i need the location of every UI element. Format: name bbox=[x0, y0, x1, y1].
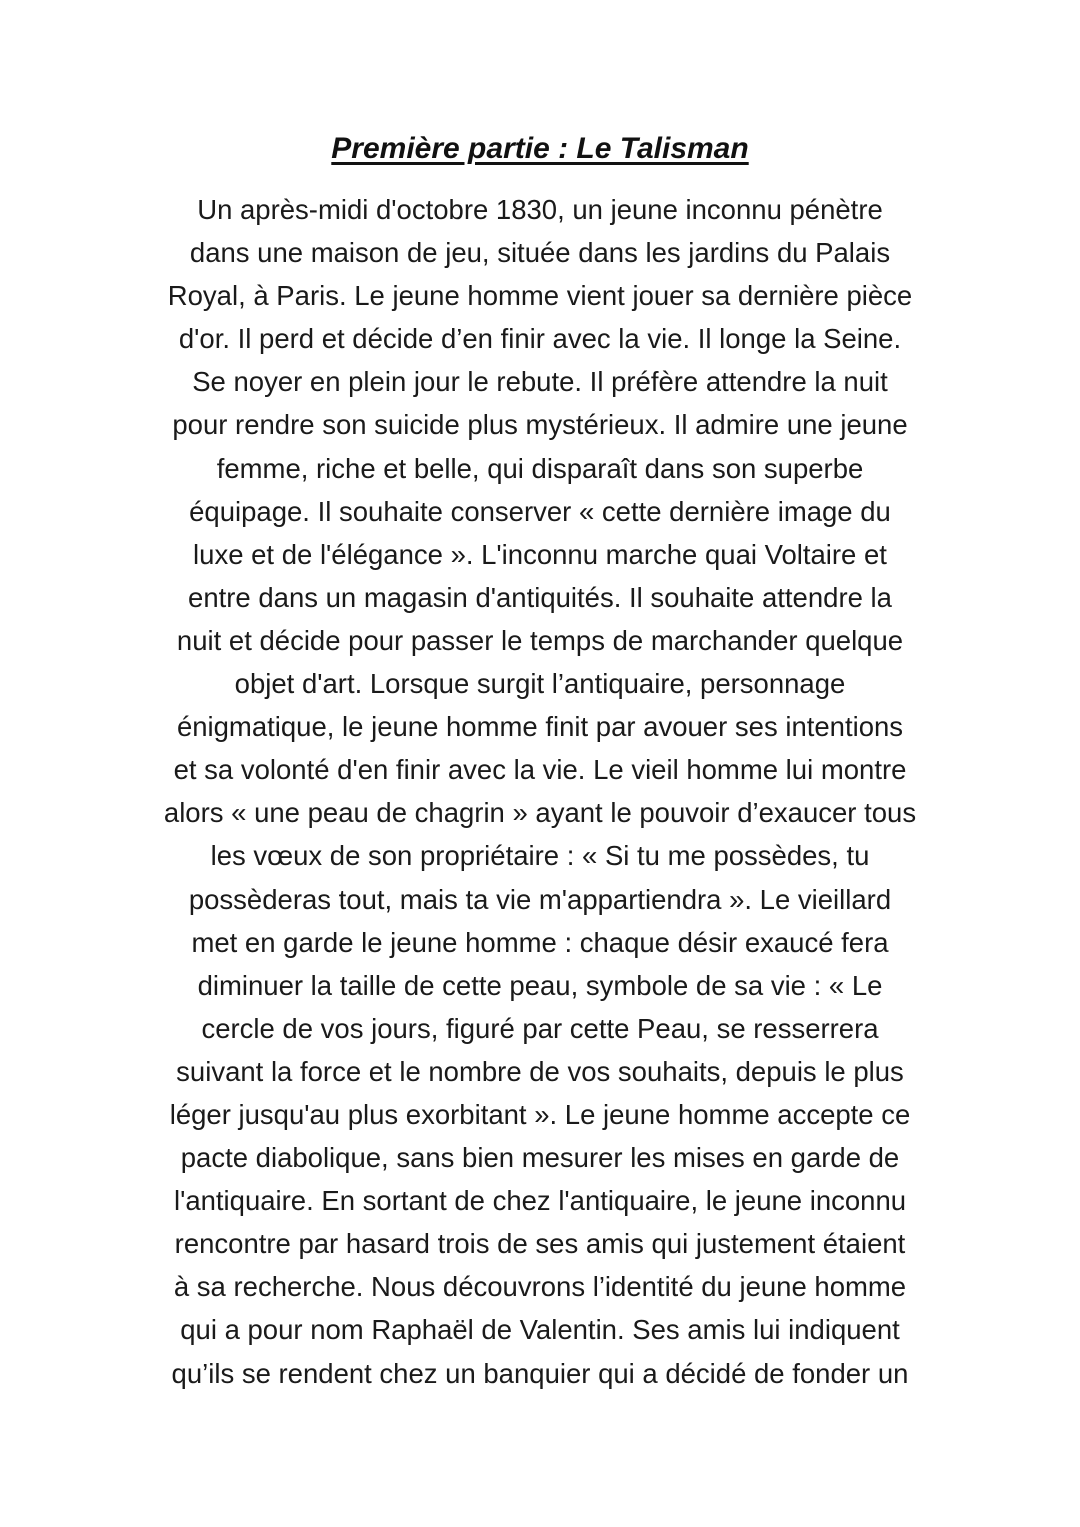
text-line: les vœux de son propriétaire : « Si tu me possèdes, tu bbox=[210, 840, 870, 872]
text-line: suivant la force et le nombre de vos souhaits, depuis le plus bbox=[176, 1055, 904, 1087]
text-line: dans une maison de jeu, située dans les jardins du Palais bbox=[189, 237, 891, 269]
text-line: femme, riche et belle, qui disparaît dans son superbe bbox=[216, 452, 864, 484]
text-line: objet d'art. Lorsque surgit l’antiquaire, personnage bbox=[234, 668, 846, 700]
text-line: nuit et décide pour passer le temps de marchander quelque bbox=[176, 624, 904, 656]
text-line: entre dans un magasin d'antiquités. Il souhaite attendre la bbox=[188, 581, 892, 613]
text-line: d'or. Il perd et décide d’en finir avec la vie. Il longe la Seine. bbox=[178, 323, 902, 355]
text-line: qu’ils se rendent chez un banquier qui a décidé de fonder un bbox=[171, 1357, 909, 1389]
body-paragraph bbox=[100, 188, 980, 1395]
text-line: qui a pour nom Raphaël de Valentin. Ses amis lui indiquent bbox=[180, 1314, 900, 1346]
text-line: alors « une peau de chagrin » ayant le pouvoir d’exaucer tous bbox=[163, 797, 917, 829]
text-line: possèderas tout, mais ta vie m'appartiendra ». Le vieillard bbox=[188, 883, 892, 915]
text-line: Royal, à Paris. Le jeune homme vient jouer sa dernière pièce bbox=[167, 280, 913, 312]
text-line: et sa volonté d'en finir avec la vie. Le vieil homme lui montre bbox=[173, 754, 907, 786]
text-line: luxe et de l'élégance ». L'inconnu marche quai Voltaire et bbox=[193, 538, 887, 570]
text-line: Un après-midi d'octobre 1830, un jeune inconnu pénètre bbox=[197, 194, 883, 225]
text-line: diminuer la taille de cette peau, symbole de sa vie : « Le bbox=[197, 969, 883, 1001]
text-line: énigmatique, le jeune homme finit par avouer ses intentions bbox=[176, 711, 904, 743]
text-line: cercle de vos jours, figuré par cette Peau, se resserrera bbox=[201, 1012, 879, 1044]
text-line: à sa recherche. Nous découvrons l’identité du jeune homme bbox=[173, 1271, 907, 1303]
text-line: rencontre par hasard trois de ses amis qui justement étaient bbox=[174, 1228, 906, 1260]
text-line: l'antiquaire. En sortant de chez l'antiquaire, le jeune inconnu bbox=[173, 1185, 907, 1217]
text-line: pacte diabolique, sans bien mesurer les mises en garde de bbox=[180, 1142, 900, 1174]
text-line: équipage. Il souhaite conserver « cette dernière image du bbox=[189, 495, 891, 527]
text-line: pour rendre son suicide plus mystérieux. Il admire une jeune bbox=[172, 409, 908, 441]
section-title: Première partie : Le Talisman bbox=[331, 132, 749, 165]
text-line: met en garde le jeune homme : chaque désir exaucé fera bbox=[191, 926, 889, 958]
text-line: Se noyer en plein jour le rebute. Il préfère attendre la nuit bbox=[192, 366, 888, 398]
text-line: léger jusqu'au plus exorbitant ». Le jeune homme accepte ce bbox=[169, 1098, 911, 1130]
